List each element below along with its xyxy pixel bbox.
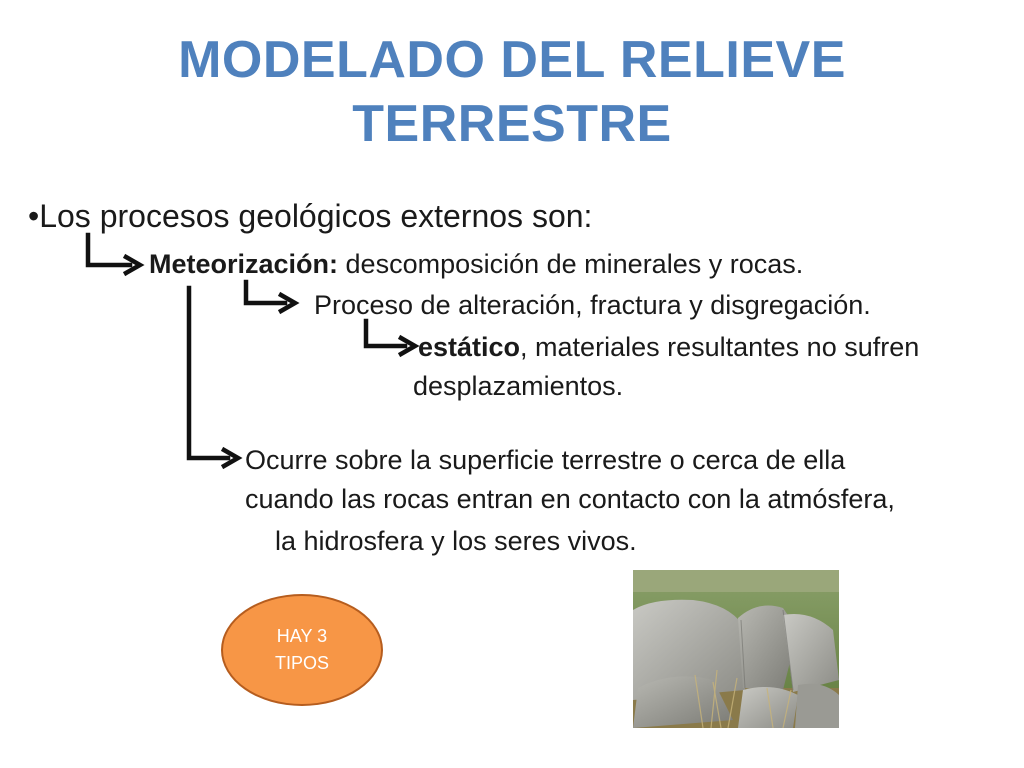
proceso-line: Proceso de alteración, fractura y disgregación. [314, 290, 871, 320]
desplazamientos-line: desplazamientos. [413, 371, 624, 401]
title-line-1: MODELADO DEL RELIEVE [178, 31, 846, 89]
meteorizacion-definition: descomposición de minerales y rocas. [338, 249, 804, 279]
arrow-meteorizacion-icon [88, 235, 130, 265]
ocurre-line-2: cuando las rocas entran en contacto con la atmósfera, [245, 484, 895, 514]
meteorizacion-term: Meteorización: [149, 249, 339, 279]
ocurre-line-1: Ocurre sobre la superficie terrestre o cerca de ella [245, 445, 846, 475]
badge-line-1: HAY 3 [276, 626, 328, 646]
title-line-2: TERRESTRE [352, 95, 672, 153]
arrow-proceso-icon [246, 282, 285, 303]
weathered-rocks-photo [633, 570, 839, 728]
ocurre-line-3: la hidrosfera y los seres vivos. [275, 526, 637, 556]
bullet-text: •Los procesos geológicos externos son: [28, 198, 593, 234]
hay-3-tipos-badge [221, 594, 383, 706]
arrow-ocurre-icon [189, 288, 228, 458]
arrow-estatico-icon [366, 321, 405, 346]
badge-line-2: TIPOS [274, 653, 329, 673]
estatico-rest: , materiales resultantes no sufren [520, 332, 920, 362]
estatico-term: estático [418, 332, 521, 362]
